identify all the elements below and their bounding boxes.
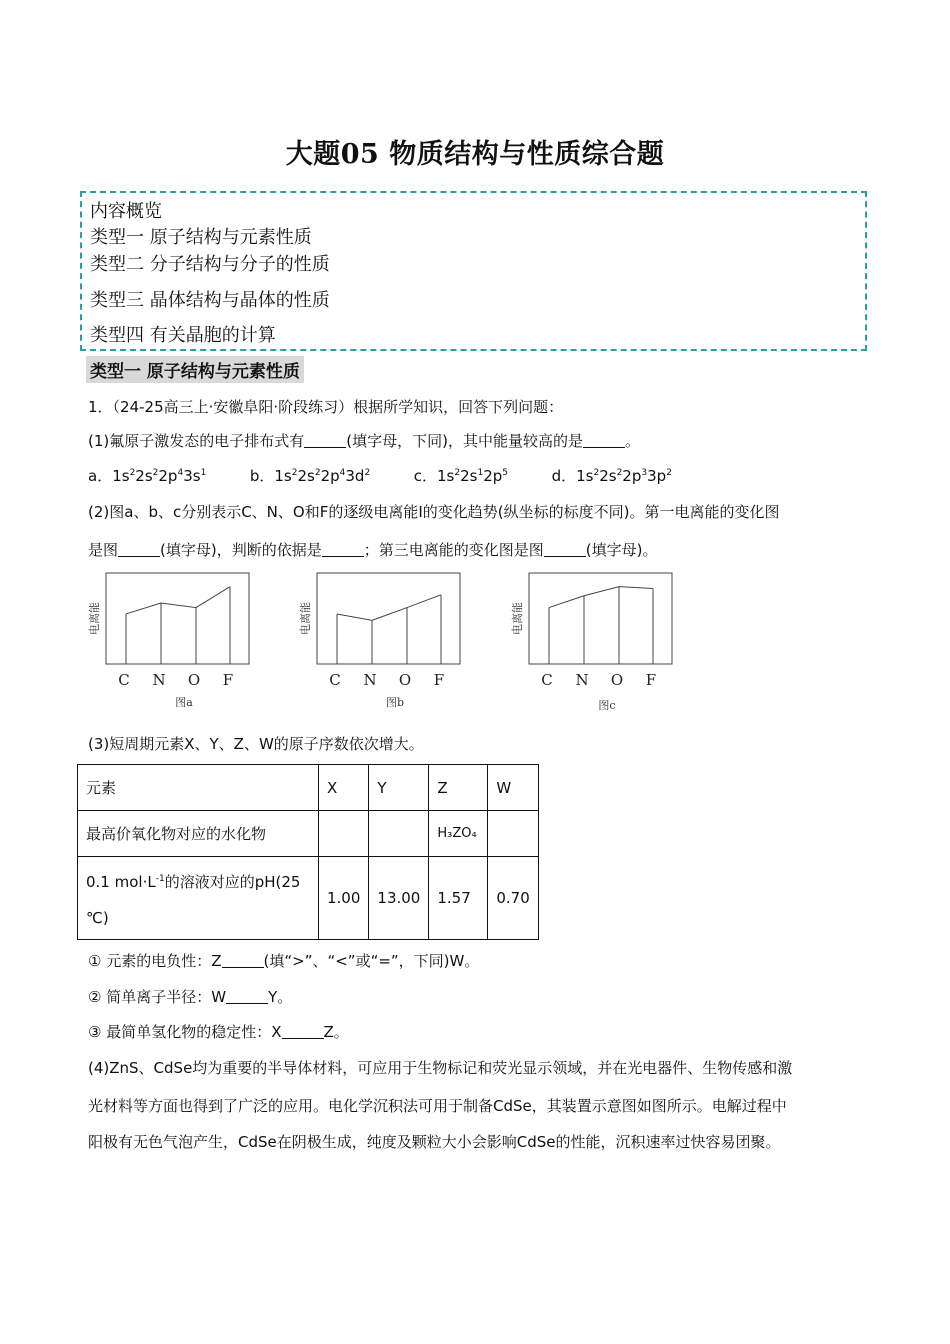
tick-label-C: C (329, 671, 341, 689)
q1-part3: (3)短周期元素X、Y、Z、W的原子序数依次增大。 (88, 735, 424, 753)
element-table (77, 764, 539, 940)
table-cell: W (488, 765, 538, 811)
q1-options (88, 465, 672, 486)
answer-blank (583, 433, 625, 448)
table-cell: X (319, 765, 369, 811)
option-d: d．$1s^22s^22p^33p^2$ (551, 467, 672, 485)
overview-heading: 内容概览 (90, 201, 162, 222)
table-cell: Y (369, 765, 429, 811)
y-axis-label: 电离能 (299, 602, 312, 635)
table-cell (488, 811, 538, 857)
answer-blank (304, 433, 346, 448)
tick-label-C: C (541, 671, 553, 689)
chart-c (509, 568, 689, 717)
question-intro: 1．（24-25高三上·安徽阜阳·阶段练习）根据所学知识，回答下列问题： (88, 398, 564, 416)
table-cell: 最高价氧化物对应的水化物 (78, 811, 319, 857)
table-cell: 1.00 (319, 857, 369, 940)
option-a: a．$1s^22s^22p^43s^1$ (88, 467, 207, 485)
overview-item-2: 类型二 分子结构与分子的性质 (90, 254, 330, 275)
chart-b-svg (297, 568, 477, 713)
overview-item-1: 类型一 原子结构与元素性质 (90, 227, 312, 248)
chart-caption: 图b (385, 696, 405, 709)
tick-label-F: F (222, 671, 234, 689)
table-row (78, 765, 539, 811)
table-cell: 元素 (78, 765, 319, 811)
chart-caption: 图c (598, 699, 616, 712)
tick-label-N: N (152, 671, 166, 689)
q1-part1: (1)氟原子激发态的电子排布式有 (填字母，下同)，其中能量较高的是 。 (88, 432, 640, 450)
tick-label-F: F (433, 671, 445, 689)
table-cell: 0.70 (488, 857, 538, 940)
q1-part4-line2: 光材料等方面也得到了广泛的应用。电化学沉积法可用于制备CdSe，其装置示意图如图所示。电解过程中 (88, 1097, 787, 1115)
chart-a-svg (86, 568, 266, 713)
tick-label-O: O (610, 671, 624, 689)
y-axis-label: 电离能 (88, 602, 101, 635)
tick-label-O: O (398, 671, 412, 689)
tick-label-N: N (575, 671, 589, 689)
overview-item-3: 类型三 晶体结构与晶体的性质 (90, 290, 330, 311)
q1-part2-line1: (2)图a、b、c分别表示C、N、O和F的逐级电离能I的变化趋势(纵坐标的标度不同)。第一电离能的变化图 (88, 503, 780, 521)
section-heading: 类型一 原子结构与元素性质 (86, 356, 304, 383)
tick-label-N: N (363, 671, 377, 689)
q1-sub2: ② 简单离子半径：W Y。 (88, 988, 293, 1006)
page-title: 大题05 物质结构与性质综合题 (285, 139, 665, 170)
q1-sub3: ③ 最简单氢化物的稳定性：X Z。 (88, 1023, 349, 1041)
overview-item-4: 类型四 有关晶胞的计算 (90, 325, 276, 346)
plot-frame (529, 573, 672, 664)
y-axis-label: 电离能 (511, 602, 524, 635)
series-line (126, 587, 230, 614)
table-cell: 13.00 (369, 857, 429, 940)
tick-label-O: O (187, 671, 201, 689)
tick-label-C: C (118, 671, 130, 689)
plot-frame (317, 573, 460, 664)
table-cell (319, 811, 369, 857)
table-cell: 0.1 $mol\cdot L^{-1}$的溶液对应的pH(25 ℃) (78, 857, 319, 940)
table-row (78, 811, 539, 857)
chart-b (297, 568, 477, 717)
q1-sub1: ① 元素的电负性：Z (填“>”、“<”或“=”，下同)W。 (88, 952, 480, 970)
q1-part2-line2: 是图 (填字母)，判断的依据是 ；第三电离能的变化图是图 (填字母)。 (88, 541, 658, 559)
series-line (549, 587, 653, 608)
q1-part4-line1: (4)ZnS、CdSe均为重要的半导体材料，可应用于生物标记和荧光显示领域，并在光电器件、生物传感和激 (88, 1059, 793, 1077)
table-cell: H₃ZO₄ (429, 811, 488, 857)
table-cell (369, 811, 429, 857)
chart-a (86, 568, 266, 717)
overview-box (80, 191, 867, 351)
table-cell: Z (429, 765, 488, 811)
chart-c-svg (509, 568, 689, 713)
q1-part4-line3: 阳极有无色气泡产生，CdSe在阴极生成，纯度及颗粒大小会影响CdSe的性能，沉积速率过快容易团聚。 (88, 1133, 781, 1151)
series-line (337, 595, 441, 620)
table-row (78, 857, 539, 940)
option-b: b．$1s^22s^22p^43d^2$ (249, 467, 371, 485)
option-c: c．$1s^22s^12p^5$ (413, 467, 509, 485)
tick-label-F: F (645, 671, 657, 689)
plot-frame (106, 573, 249, 664)
table-cell: 1.57 (429, 857, 488, 940)
chart-caption: 图a (175, 696, 193, 709)
